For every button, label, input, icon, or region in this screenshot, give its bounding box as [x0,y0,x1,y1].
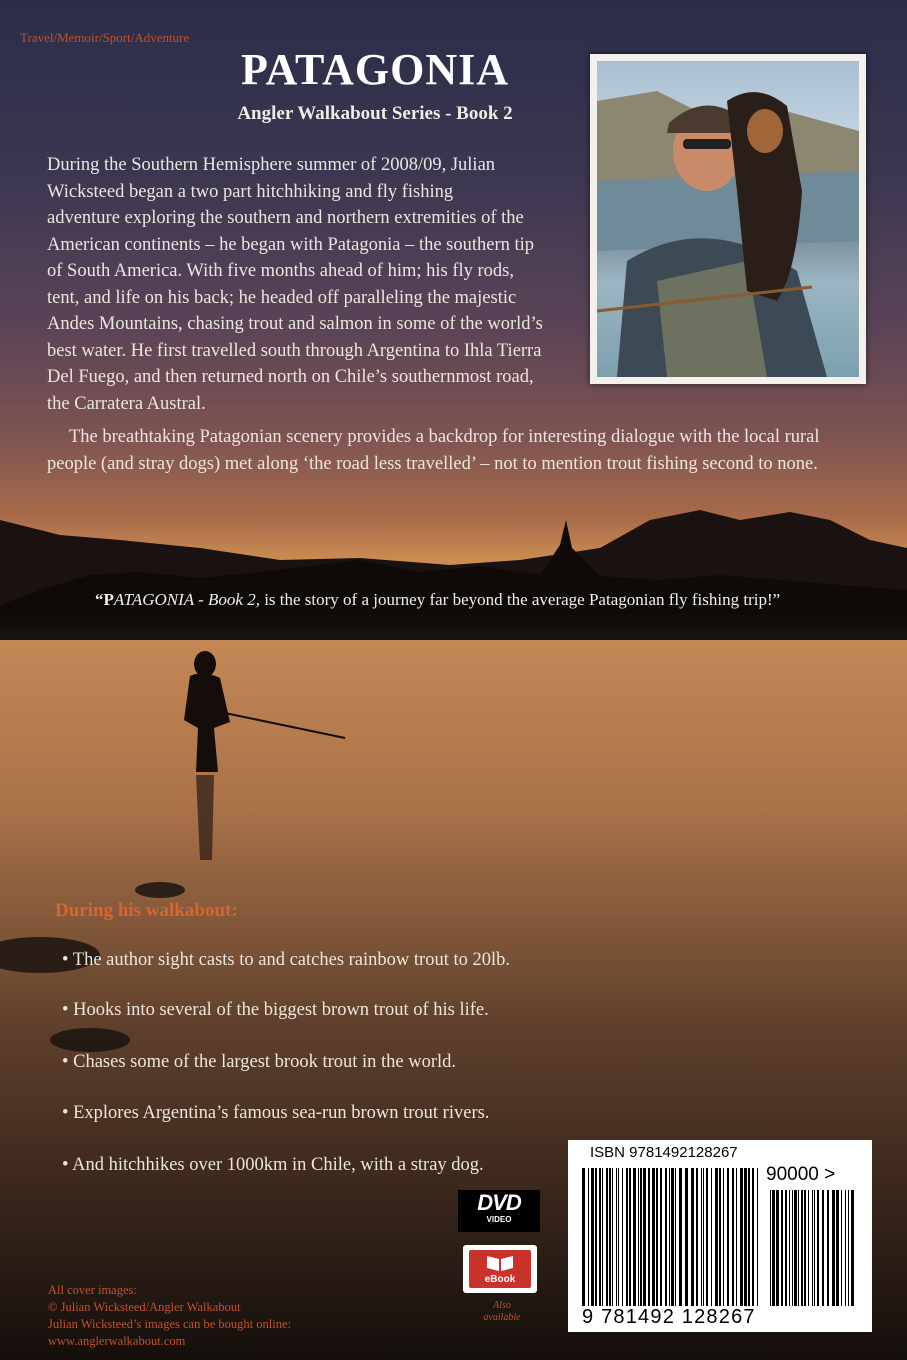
barcode-bar [808,1190,809,1306]
barcode-bar [812,1190,813,1306]
walkabout-item: • The author sight casts to and catches rainbow trout to 20lb. [62,950,510,970]
available-line: available [483,1312,521,1323]
quote-open: “P [95,590,114,609]
barcode-bar [588,1168,589,1306]
credit-line: © Julian Wicksteed/Angler Walkabout [48,1300,241,1314]
barcode-bar [602,1168,603,1306]
barcode-bar [827,1190,829,1306]
barcode-bar [744,1168,747,1306]
barcode-bar [785,1190,787,1306]
walkabout-item: • Hooks into several of the biggest brown trout of his life. [62,1000,489,1020]
barcode-bar [595,1168,597,1306]
barcode-bar [719,1168,721,1306]
barcode-bar [679,1168,682,1306]
barcode-bar [789,1190,790,1306]
barcode-bar [609,1168,611,1306]
barcode-bar [817,1190,819,1306]
barcode-bar [612,1168,613,1306]
barcode-bar [845,1190,846,1306]
scenery-paragraph: The breathtaking Patagonian scenery provides a backdrop for interesting dialogue with the local rural people (and stray dogs) met along ‘the road less travelled’ – not to mention trout fishing second to none. [47,427,820,474]
barcode-bar [685,1168,688,1306]
review-quote [95,590,895,610]
barcode-bar [736,1168,737,1306]
synopsis-line: American continents – he began with Patagonia – the southern tip [47,234,535,255]
synopsis-line: During the Southern Hemisphere summer of 2008/09, Julian [47,155,496,175]
ebook-icon [469,1250,531,1288]
barcode-bar [656,1168,658,1306]
walkabout-item: • And hitchhikes over 1000km in Chile, with a stray dog. [62,1155,484,1175]
barcode-bar [629,1168,631,1306]
barcode-bar [822,1190,824,1306]
shoreline [0,615,907,631]
barcode-bar [582,1168,585,1306]
barcode-bar [706,1168,708,1306]
credit-line: All cover images: [48,1283,137,1297]
barcode-bar [599,1168,601,1306]
barcode-bar [675,1168,676,1306]
barcode-bar [772,1190,775,1306]
dvd-video-label: VIDEO [486,1215,512,1224]
price-barcode-bars [768,1190,854,1306]
barcode-bar [748,1168,750,1306]
barcode-bar [814,1190,815,1306]
barcode-bar [606,1168,608,1306]
barcode-bar [781,1190,783,1306]
synopsis-line: Andes Mountains, chasing trout and salmon in some of the world’s [47,314,543,334]
quote-rest: is the story of a journey far beyond the average Patagonian fly fishing trip!” [259,590,781,609]
barcode-bar [792,1190,793,1306]
barcode-bar [715,1168,718,1306]
barcode-bar [701,1168,702,1306]
barcode-bar [848,1190,849,1306]
barcode-bar [640,1168,642,1306]
book-title: PATAGONIA [240,45,510,94]
ean-barcode-bars [580,1168,760,1306]
author-photo-image [597,61,859,377]
barcode-digits: 9 781492 128267 [582,1306,756,1328]
author-with-dog-illustration [597,61,859,377]
barcode-bar [723,1168,724,1306]
barcode-bar [648,1168,650,1306]
synopsis-line: Wicksteed began a two part hitchhiking and fly fishing [47,181,454,202]
barcode-bar [638,1168,639,1306]
also-available-label [470,1300,534,1324]
barcode-bar [703,1168,704,1306]
synopsis-line: tent, and life on his back; he headed off paralleling the majestic [47,287,517,308]
barcode-bar [696,1168,698,1306]
genre-label: Travel/Memoir/Sport/Adventure [20,30,190,45]
credit-line: Julian Wicksteed’s images can be bought online: [48,1317,291,1331]
barcode-bar [711,1168,712,1306]
barcode-bar [770,1190,771,1306]
quote-title-italic: ATAGONIA - Book 2, [113,590,260,609]
barcode-bar [804,1190,806,1306]
image-credits [48,1282,291,1350]
synopsis-line: best water. He first travelled south through Argentina to Ihla Tierra [47,340,542,361]
isbn-barcode [568,1140,872,1332]
barcode-bar [851,1190,854,1306]
barcode-bar [776,1190,779,1306]
barcode-bar [618,1168,619,1306]
credit-website: www.anglerwalkabout.com [48,1334,186,1348]
synopsis-line: Del Fuego, and then returned north on Chile’s southernmost road, [47,367,534,387]
barcode-bar [801,1190,803,1306]
barcode-bar [671,1168,674,1306]
barcode-bar [727,1168,729,1306]
isbn-label: ISBN 9781492128267 [590,1144,738,1161]
barcode-bar [660,1168,662,1306]
synopsis-line: adventure exploring the southern and northern extremities of the [47,208,524,228]
walkabout-heading: During his walkabout: [55,900,238,921]
also-line: Also [493,1300,511,1311]
barcode-bar [836,1190,839,1306]
barcode-bar [752,1168,754,1306]
barcode-bar [622,1168,623,1306]
barcode-bar [794,1190,797,1306]
barcode-bar [633,1168,636,1306]
barcode-bar [669,1168,670,1306]
barcode-bar [798,1190,799,1306]
barcode-bar [626,1168,628,1306]
barcode-bar [732,1168,734,1306]
barcode-bar [643,1168,646,1306]
open-book-icon [469,1250,531,1274]
synopsis-line: the Carratera Austral. [47,393,206,414]
ebook-label: eBook [484,1274,516,1285]
barcode-bar [757,1168,758,1306]
barcode-bar [740,1168,743,1306]
barcode-bar [665,1168,667,1306]
price-code: 90000 > [766,1164,836,1185]
synopsis-line: of South America. With five months ahead of him; his fly rods, [47,261,514,281]
dvd-logo: DVD [477,1190,521,1215]
barcode-bar [832,1190,835,1306]
barcode-bar [691,1168,694,1306]
series-subtitle: Angler Walkabout Series - Book 2 [237,103,513,124]
ebook-badge [463,1245,537,1293]
synopsis-paragraph [47,152,567,417]
dvd-video-badge [458,1190,540,1232]
barcode-bar [591,1168,594,1306]
walkabout-item: • Explores Argentina’s famous sea-run brown trout rivers. [62,1103,490,1123]
barcode-bar [616,1168,617,1306]
walkabout-item: • Chases some of the largest brook trout in the world. [62,1052,457,1072]
barcode-bar [652,1168,655,1306]
barcode-bar [841,1190,842,1306]
author-photo [590,54,866,384]
